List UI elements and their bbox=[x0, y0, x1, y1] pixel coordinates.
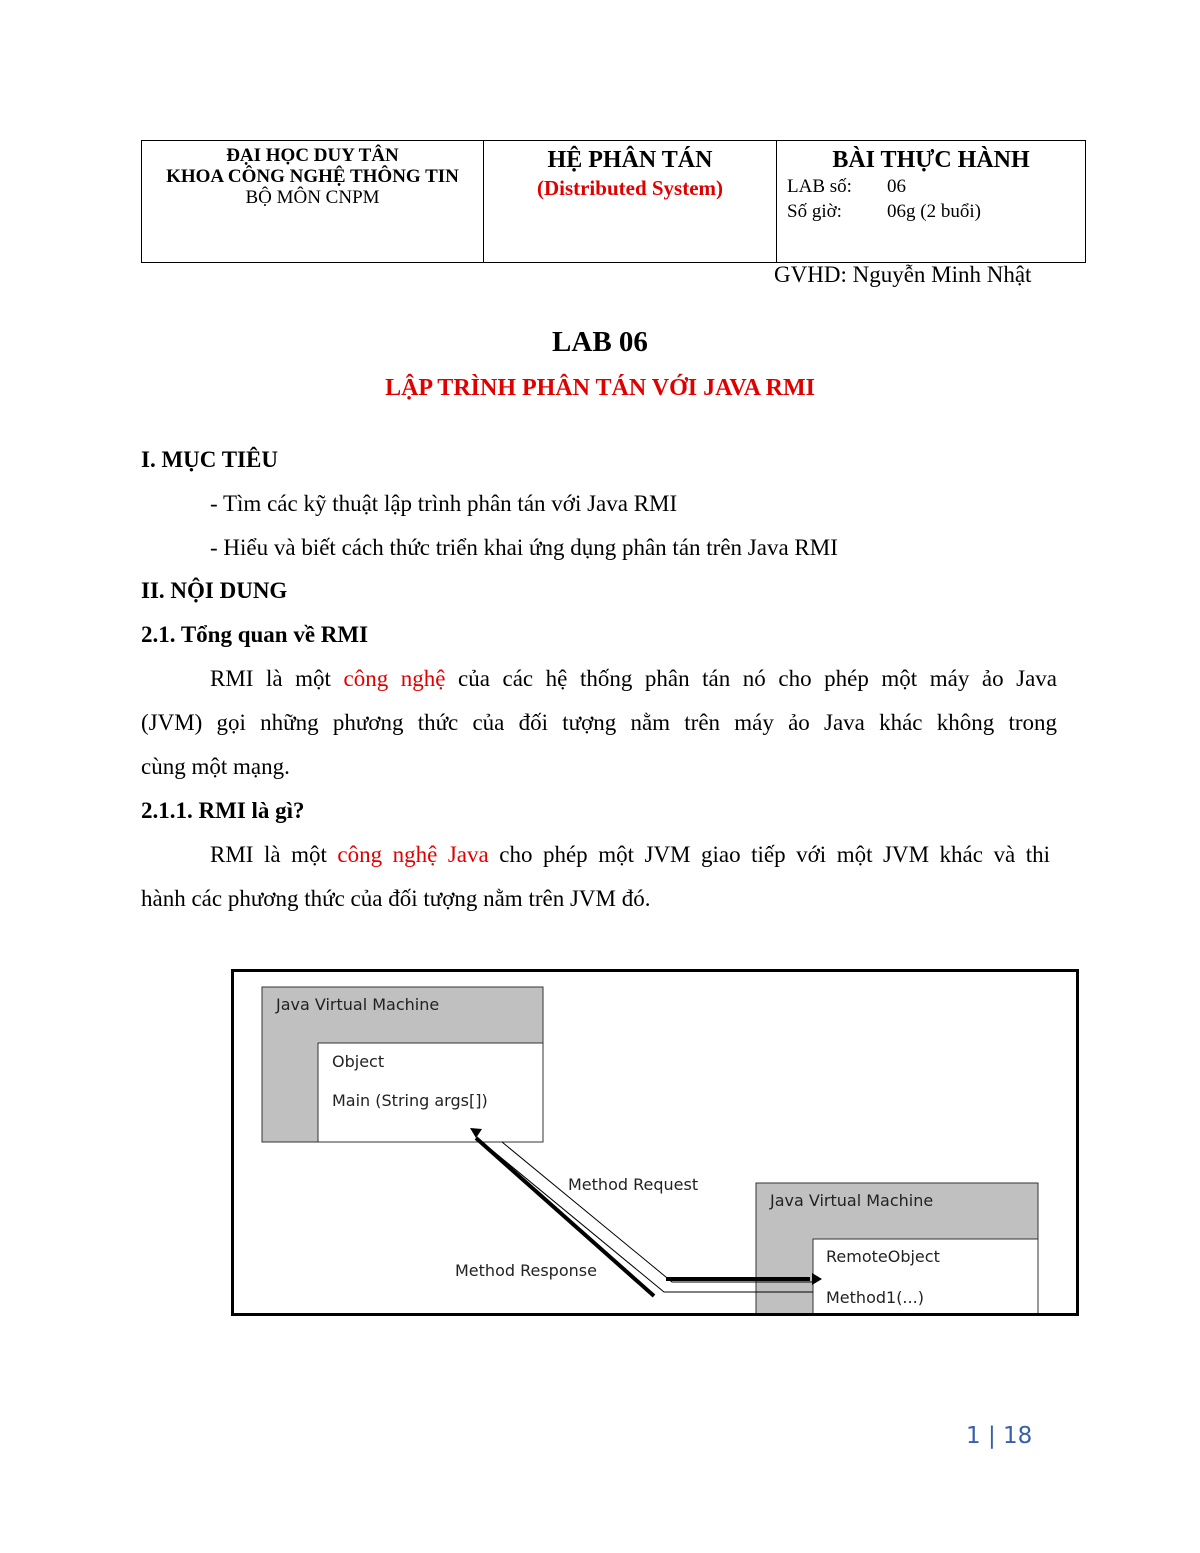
objective-item-2: - Hiểu và biết cách thức triển khai ứng dụng phân tán trên Java RMI bbox=[210, 535, 838, 560]
subsection-heading-2-1-1: 2.1.1. RMI là gì? bbox=[141, 798, 305, 823]
paragraph1-text-b: của các hệ thống phân tán nó cho phép một máy ảo Java bbox=[445, 666, 1057, 691]
paragraph1-line1 bbox=[141, 666, 1057, 692]
header-institution-cell bbox=[141, 141, 484, 262]
header-course-cell bbox=[484, 141, 777, 262]
jvm1-label: Java Virtual Machine bbox=[276, 995, 440, 1014]
page-separator: | bbox=[980, 1423, 1004, 1449]
course-title: HỆ PHÂN TÁN bbox=[547, 147, 713, 173]
paragraph2-line2: hành các phương thức của đối tượng nằm trên JVM đó. bbox=[141, 886, 651, 911]
section2-heading: II. NỘI DUNG bbox=[141, 578, 288, 603]
header-practice-cell bbox=[777, 141, 1086, 262]
rmi-diagram bbox=[231, 969, 1079, 1316]
rmi-diagram-svg bbox=[234, 972, 1076, 1313]
header-table bbox=[141, 140, 1086, 263]
jvm2-method-label: Method1(...) bbox=[826, 1288, 924, 1307]
department-name: BỘ MÔN CNPM bbox=[245, 187, 380, 208]
method-request-label: Method Request bbox=[568, 1175, 699, 1194]
practice-title: BÀI THỰC HÀNH bbox=[832, 147, 1030, 173]
university-name: ĐẠI HỌC DUY TÂN bbox=[226, 145, 399, 166]
paragraph2-line1 bbox=[141, 842, 1050, 868]
jvm1-object-label: Object bbox=[332, 1052, 385, 1071]
objective-item-1: - Tìm các kỹ thuật lập trình phân tán với Java RMI bbox=[210, 491, 678, 516]
course-subtitle: (Distributed System) bbox=[536, 176, 724, 200]
paragraph1-text-a: RMI là một bbox=[210, 666, 344, 691]
page-subtitle: LẬP TRÌNH PHÂN TÁN VỚI JAVA RMI bbox=[385, 375, 815, 401]
instructor-line: GVHD: Nguyễn Minh Nhật bbox=[774, 262, 1032, 287]
lab-number-row bbox=[777, 174, 1085, 199]
paragraph1-red-term: công nghệ bbox=[343, 666, 446, 691]
page-total: 18 bbox=[1003, 1423, 1033, 1449]
hours-label: Số giờ: bbox=[787, 201, 842, 222]
paragraph2-text-b: cho phép một JVM giao tiếp với một JVM khác và thi bbox=[488, 842, 1050, 867]
lab-number-value: 06 bbox=[887, 176, 906, 197]
paragraph1-line2: (JVM) gọi những phương thức của đối tượng nằm trên máy ảo Java khác không trong bbox=[141, 710, 1057, 735]
page-title: LAB 06 bbox=[552, 326, 648, 358]
section1-heading: I. MỤC TIÊU bbox=[141, 447, 278, 472]
paragraph2-text-a: RMI là một bbox=[210, 842, 338, 867]
faculty-name: KHOA CÔNG NGHỆ THÔNG TIN bbox=[166, 166, 459, 187]
hours-value: 06g (2 buổi) bbox=[887, 201, 981, 222]
jvm2-label: Java Virtual Machine bbox=[770, 1191, 934, 1210]
paragraph2-red-term: công nghệ Java bbox=[337, 842, 489, 867]
method-response-label: Method Response bbox=[455, 1261, 597, 1280]
jvm2-object-label: RemoteObject bbox=[826, 1247, 940, 1266]
page-number bbox=[966, 1423, 1032, 1449]
page-current: 1 bbox=[966, 1423, 981, 1449]
paragraph1-line3: cùng một mạng. bbox=[141, 754, 290, 779]
hours-row bbox=[777, 199, 1085, 224]
lab-number-label: LAB số: bbox=[787, 176, 852, 197]
subsection-heading-2-1: 2.1. Tổng quan về RMI bbox=[141, 622, 369, 647]
jvm1-method-label: Main (String args[]) bbox=[332, 1091, 488, 1110]
